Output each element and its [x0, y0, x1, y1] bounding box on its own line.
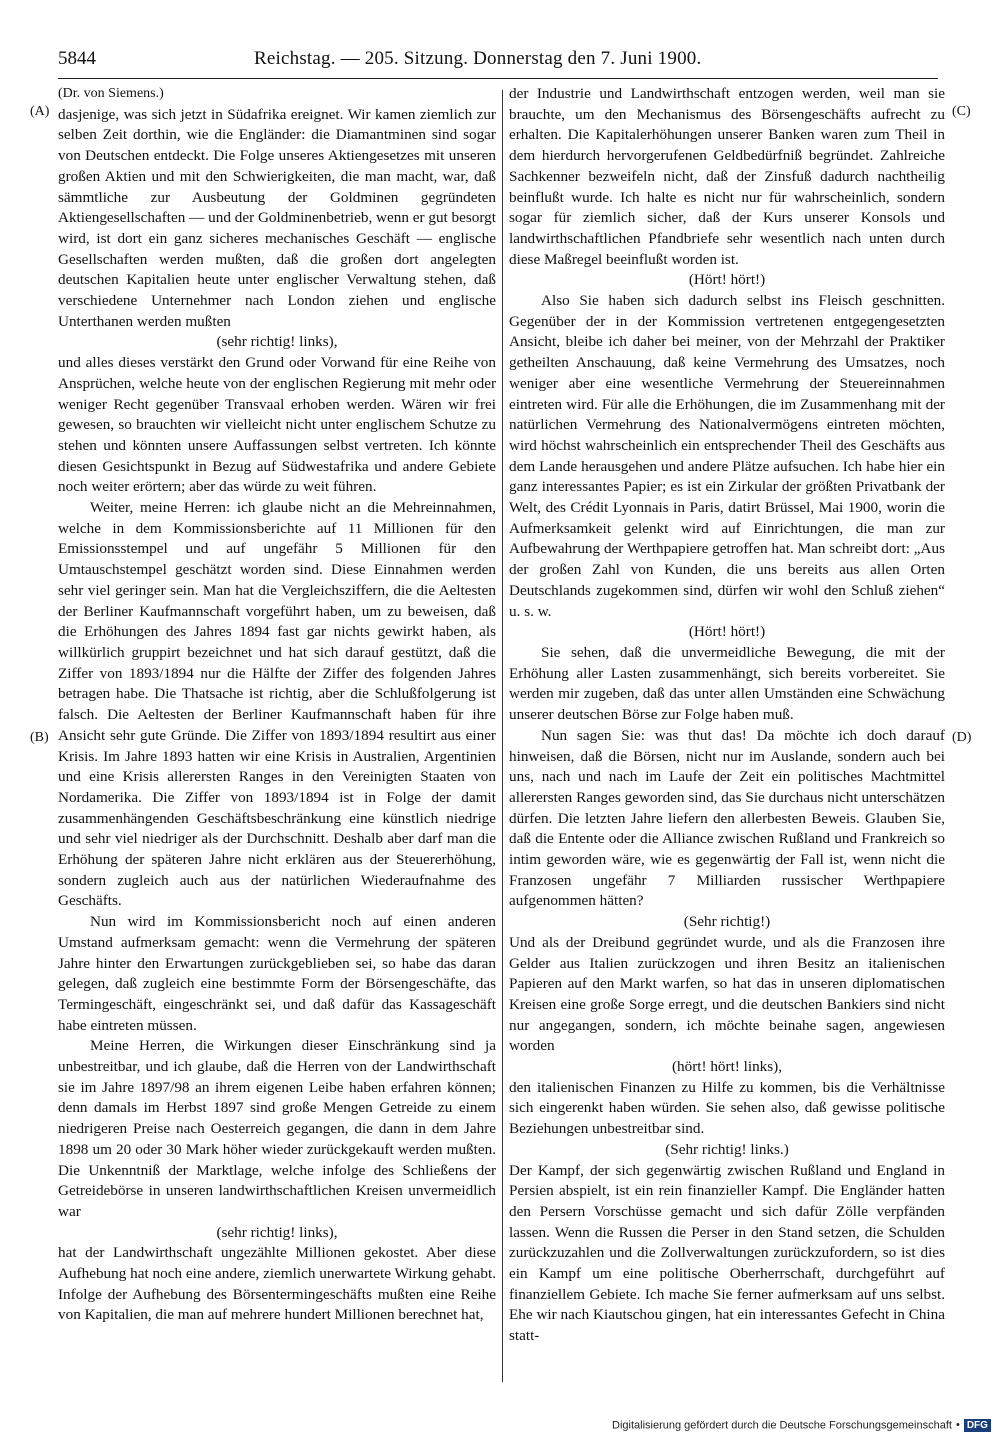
paragraph: und alles dieses verstärkt den Grund oder Vorwand für eine Reihe von Ansprüchen, welche heute von der englischen Regierung mit mehr oder weniger Recht gegenüber Transvaal erhoben werden. Wären wir frei gewesen, so brauchten wir vielleicht nicht unter englischem Schutze zu stehen und könnten unsere Auffassungen selbst vertreten. Ich könnte diesen Gesichtspunkt in Bezug auf Südwestafrika und andere Gebiete noch weiter erörtern; aber das würde zu weit führen. [58, 354, 496, 496]
paragraph: Und als der Dreibund gegründet wurde, und als die Franzosen ihre Gelder aus Italien zurückzogen und ihren Besitz an italienischen Papieren auf den Markt warfen, so hat das in unseren diplomatischen Kreisen eine große Sorge erregt, und die deutschen Bankiers sind nicht nur angegangen, sondern, ich möchte beinahe sagen, angewiesen worden [509, 933, 945, 1055]
paragraph: Nun wird im Kommissionsbericht noch auf einen anderen Umstand aufmerksam gemacht: wenn die Vermehrung der späteren Jahre hinter den Erwartungen zurückgeblieben sei, so habe das daran gelegen, daß zugleich eine bestimmte Form der Börsengeschäfte, das Termingeschäft, eingeschränkt sei, und daß dafür das Kassageschäft habe eintreten müssen. [58, 913, 496, 1034]
margin-marker-d: (D) [952, 730, 972, 745]
paragraph: dasjenige, was sich jetzt in Südafrika ereignet. Wir kamen ziemlich zur selben Zeit dorthin, wie die Engländer: die Diamantminen sind sogar von Deutschen entdeckt. Die Folge unseres Aktiengesetzes mit unseren großen Aktien und mit den Schwierigkeiten, die man macht, war, daß sämmtliche zur Ausbeutung der Goldminen gegründeten Aktiengesellschaften — und der Goldminenbetrieb, wenn er gut besorgt wird, ist dort ein ganz sicheres mechanisches Geschäft — englische Gesellschaften werden mußten, daß die großen dort angelegten deutschen Kapitalien heute unter englischer Verwaltung stehen, daß verschiedene Unternehmer nach London ziehen und englische Unterthanen werden mußten [58, 105, 496, 330]
interjection: (hört! hört! links), [671, 1058, 783, 1076]
paragraph: der Industrie und Landwirthschaft entzogen werden, weil man sie brauchte, um den Mechanismus des Börsengeschäfts aufrecht zu erhalten. Die Kapitalerhöhungen unserer Banken waren zum Theil in dem hierdurch hervorgerufenen Geldbedürfniß begründet. Zahlreiche Sachkenner bezweifeln nicht, daß der Zinsfuß dadurch nachtheilig beinflußt wurde. Ich halte es nicht nur für wahrscheinlich, sondern sogar für ziemlich sicher, daß der Kurs unserer Konsols und landwirthschaftlichen Pfandbriefe sehr wesentlich nach unten durch diese Maßregel beeinflußt worden ist. [509, 85, 945, 268]
running-title: Reichstag. — 205. Sitzung. Donnerstag den 7. Juni 1900. [254, 48, 702, 69]
paragraph: Meine Herren, die Wirkungen dieser Einschränkung sind ja unbestreitbar, und ich glaube, daß die Herren von der Landwirthschaft sie im Jahre 1897/98 an ihrem eigenen Leibe haben erfahren können; denn damals im Herbst 1897 sind große Mengen Getreide zu einem niedrigeren Preise nach Oesterreich gegangen, die dann in dem Jahre 1898 um 20 oder 30 Mark höher wieder zurückgekauft werden mußten. Die Unkenntniß der Marktlage, welche infolge des Schließens der Getreidebörse in unseren landwirthschaftlichen Kreisen unvermeidlich war [58, 1037, 496, 1220]
paragraph: Nun sagen Sie: was thut das! Da möchte ich doch darauf hinweisen, daß die Börsen, nicht nur im Auslande, sondern auch bei uns, nach und nach im Laufe der Zeit ein politisches Machtmittel allerersten Ranges geworden sind, das Sie durchaus nicht unterschätzen dürfen. Die letzten Jahre liefern den allerbesten Beweis. Glauben Sie, daß die Entente oder die Alliance zwischen Rußland und Frankreich so intim geworden wäre, wie es gegenwärtig der Fall ist, wenn nicht die Franzosen ungefähr 7 Milliarden russischer Werthpapiere aufgenommen hätten? [509, 726, 945, 910]
paragraph: Also Sie haben sich dadurch selbst ins Fleisch geschnitten. Gegenüber der in der Kommission vertretenen entgegengesetzten Ansicht, bleibe ich daher bei meiner, von der Mehrzahl der Praktiker getheilten Anschauung, daß keine Vermehrung des Umsatzes, noch weniger aber eine wesentliche Vermehrung der Steuereinnahmen eintreten wird. Für alle die Erhöhungen, die im Zusammenhang mit der natürlichen Vermehrung des Nationalvermögens eintreten möchten, wird höchst wahrscheinlich ein entsprechender Theil des Geschäfts aus dem Lande herausgehen und andere Plätze aufsuchen. Ich habe hier ein ganz interessantes Papier; es ist ein Zirkular der größten Privatbank der Welt, des Crédit Lyonnais in Paris, datirt Brüssel, Mai 1900, worin die Aufmerksamkeit gelenkt wird auf Einrichtungen, die man zur Aufbewahrung der Werthpapiere getroffen hat. Man schreibt dort: „Aus der großen Zahl von Kunden, die uns bereits aus allen Orten Deutschlands zugekommen sind, dürfen wir wohl den Schluß ziehen“ u. s. w. [509, 292, 945, 620]
right-column [509, 84, 945, 1386]
paragraph: Sie sehen, daß die unvermeidliche Bewegung, die mit der Erhöhung aller Lasten zusammenhängt, sich bereits vorbereitet. Sie werden mir zugeben, daß das unter allen Umständen eine Schwächung unserer deutschen Börse zur Folge haben muß. [509, 643, 945, 724]
left-column [58, 84, 496, 1386]
interjection: (Hört! hört!) [688, 623, 766, 641]
interjection: (sehr richtig! links), [216, 1223, 338, 1241]
margin-marker-a: (A) [30, 104, 50, 119]
paragraph: Weiter, meine Herren: ich glaube nicht an die Mehreinnahmen, welche in dem Kommissionsberichte auf 11 Millionen für den Emissionsstempel und auf ungefähr 5 Millionen für den Umtauschstempel geschätzt worden sind. Diese Einnahmen werden sehr viel geringer sein. Man hat die Vergleichsziffern, die die Aeltesten der Berliner Kaufmannschaft vorgeführt haben, um zu beweisen, daß die Erhöhungen des Jahres 1894 fast gar nichts gewirkt haben, als willkürlich gruppirt bezeichnet und hat sich darauf gestützt, daß die Ziffer von 1893/1894 nur die Hälfte der Ziffer des folgenden Jahres betragen habe. Die Thatsache ist richtig, aber die Schlußfolgerung ist falsch. Die Aeltesten der Berliner Kaufmannschaft haben für ihre Ansicht sehr gute Gründe. Die Ziffer von 1893/1894 resultirt aus einer Krisis. Im Jahre 1893 hatten wir eine Krisis in Australien, Argentinien und eine Krisis allerersten Ranges in den Vereinigten Staaten von Nordamerika. Die Ziffer von 1893/1894 ist in Folge der damit zusammenhängenden Geschäftsbeschränkung eine künstlich niedrige und sehr viel niedriger als der Durchschnitt. Deshalb aber darf man die Erhöhung der späteren Jahre nicht erklären aus der Steuererhöhung, sondern zugleich auch aus der natürlichen Wiederaufnahme des Geschäfts. [58, 499, 496, 910]
interjection: (Sehr richtig! links.) [665, 1140, 789, 1158]
paragraph: Der Kampf, der sich gegenwärtig zwischen Rußland und England in Persien abspielt, ist ein rein finanzieller Kampf. Die Engländer hatten den Persern Vorschüsse gemacht und sich dafür Zölle verpfänden lassen. Wenn die Russen die Perser in den Stand setzen, die Schulden zurückzuzahlen und die Zollverwaltungen zurückzufordern, so ist dies ein Kampf um eine politische Oberherrschaft, durchgeführt auf finanziellem Gebiete. Ich mache Sie ferner aufmerksam auf uns selbst. Ehe wir nach Kiautschou gingen, hat ein interessantes Gefecht in China statt- [509, 1161, 945, 1345]
interjection: (Hört! hört!) [688, 271, 766, 289]
footer-credit: Digitalisierung gefördert durch die Deutsche Forschungsgemeinschaft • DFG [612, 1419, 962, 1434]
speaker-name: (Dr. von Siemens.) [58, 86, 164, 101]
column-divider [502, 90, 503, 1382]
paragraph: den italienischen Finanzen zu Hilfe zu kommen, bis die Verhältnisse sich eingerenkt haben würden. Sie sehen also, daß gewisse politische Beziehungen unbestreitbar sind. [509, 1078, 945, 1138]
footer-text: Digitalisierung gefördert durch die Deutsche Forschungsgemeinschaft [612, 1419, 952, 1432]
page-header [58, 48, 938, 74]
margin-marker-c: (C) [952, 104, 971, 119]
interjection: (Sehr richtig!) [683, 913, 771, 931]
dfg-logo: DFG [964, 1419, 991, 1432]
interjection: (sehr richtig! links), [216, 333, 338, 351]
page-number: 5844 [58, 48, 96, 69]
paragraph: hat der Landwirthschaft ungezählte Millionen gekostet. Aber diese Aufhebung hat noch eine andere, ziemlich unerwartete Wirkung gehabt. Infolge der Aufhebung des Börsentermingeschäfts mußten eine Reihe von Kapitalien, die man auf mehrere hundert Millionen berechnet hat, [58, 1244, 496, 1324]
margin-marker-b: (B) [30, 730, 49, 745]
header-rule [58, 78, 938, 79]
